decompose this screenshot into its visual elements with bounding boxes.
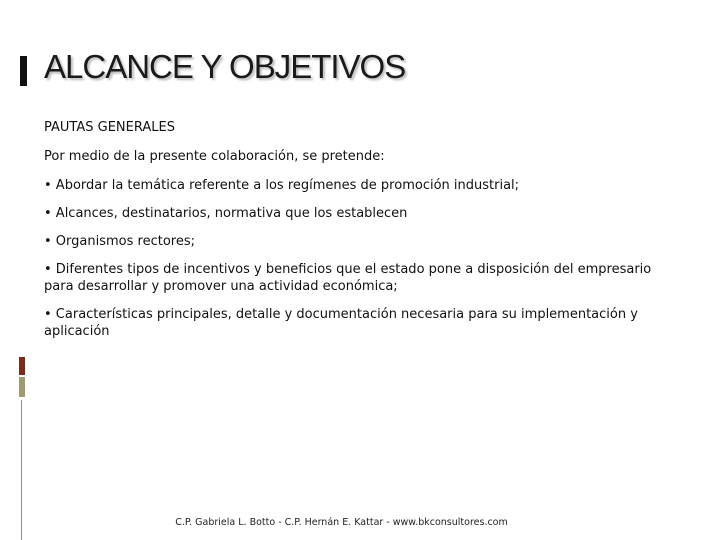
bullet-item: • Organismos rectores; xyxy=(44,234,195,249)
section-heading: PAUTAS GENERALES xyxy=(44,120,175,135)
title-accent-bar xyxy=(20,56,27,86)
slide-footer: C.P. Gabriela L. Botto - C.P. Hernán E. Kattar - www.bkconsultores.com xyxy=(175,517,508,528)
bullet-item: • Diferentes tipos de incentivos y beneficios que el estado pone a disposición del empresario para desarrollar y promover una actividad económica; xyxy=(44,262,652,294)
decorative-strip-red xyxy=(19,357,25,375)
bullet-item: • Abordar la temática referente a los regímenes de promoción industrial; xyxy=(44,178,520,193)
bullet-item: • Características principales, detalle y documentación necesaria para su implementación y aplicación xyxy=(44,307,638,339)
intro-text: Por medio de la presente colaboración, se pretende: xyxy=(44,149,385,164)
bullet-item: • Alcances, destinatarios, normativa que los establecen xyxy=(44,206,408,221)
decorative-strip-tan xyxy=(19,377,25,397)
slide-body xyxy=(44,119,664,351)
slide-title: ALCANCE Y OBJETIVOS xyxy=(44,48,406,85)
